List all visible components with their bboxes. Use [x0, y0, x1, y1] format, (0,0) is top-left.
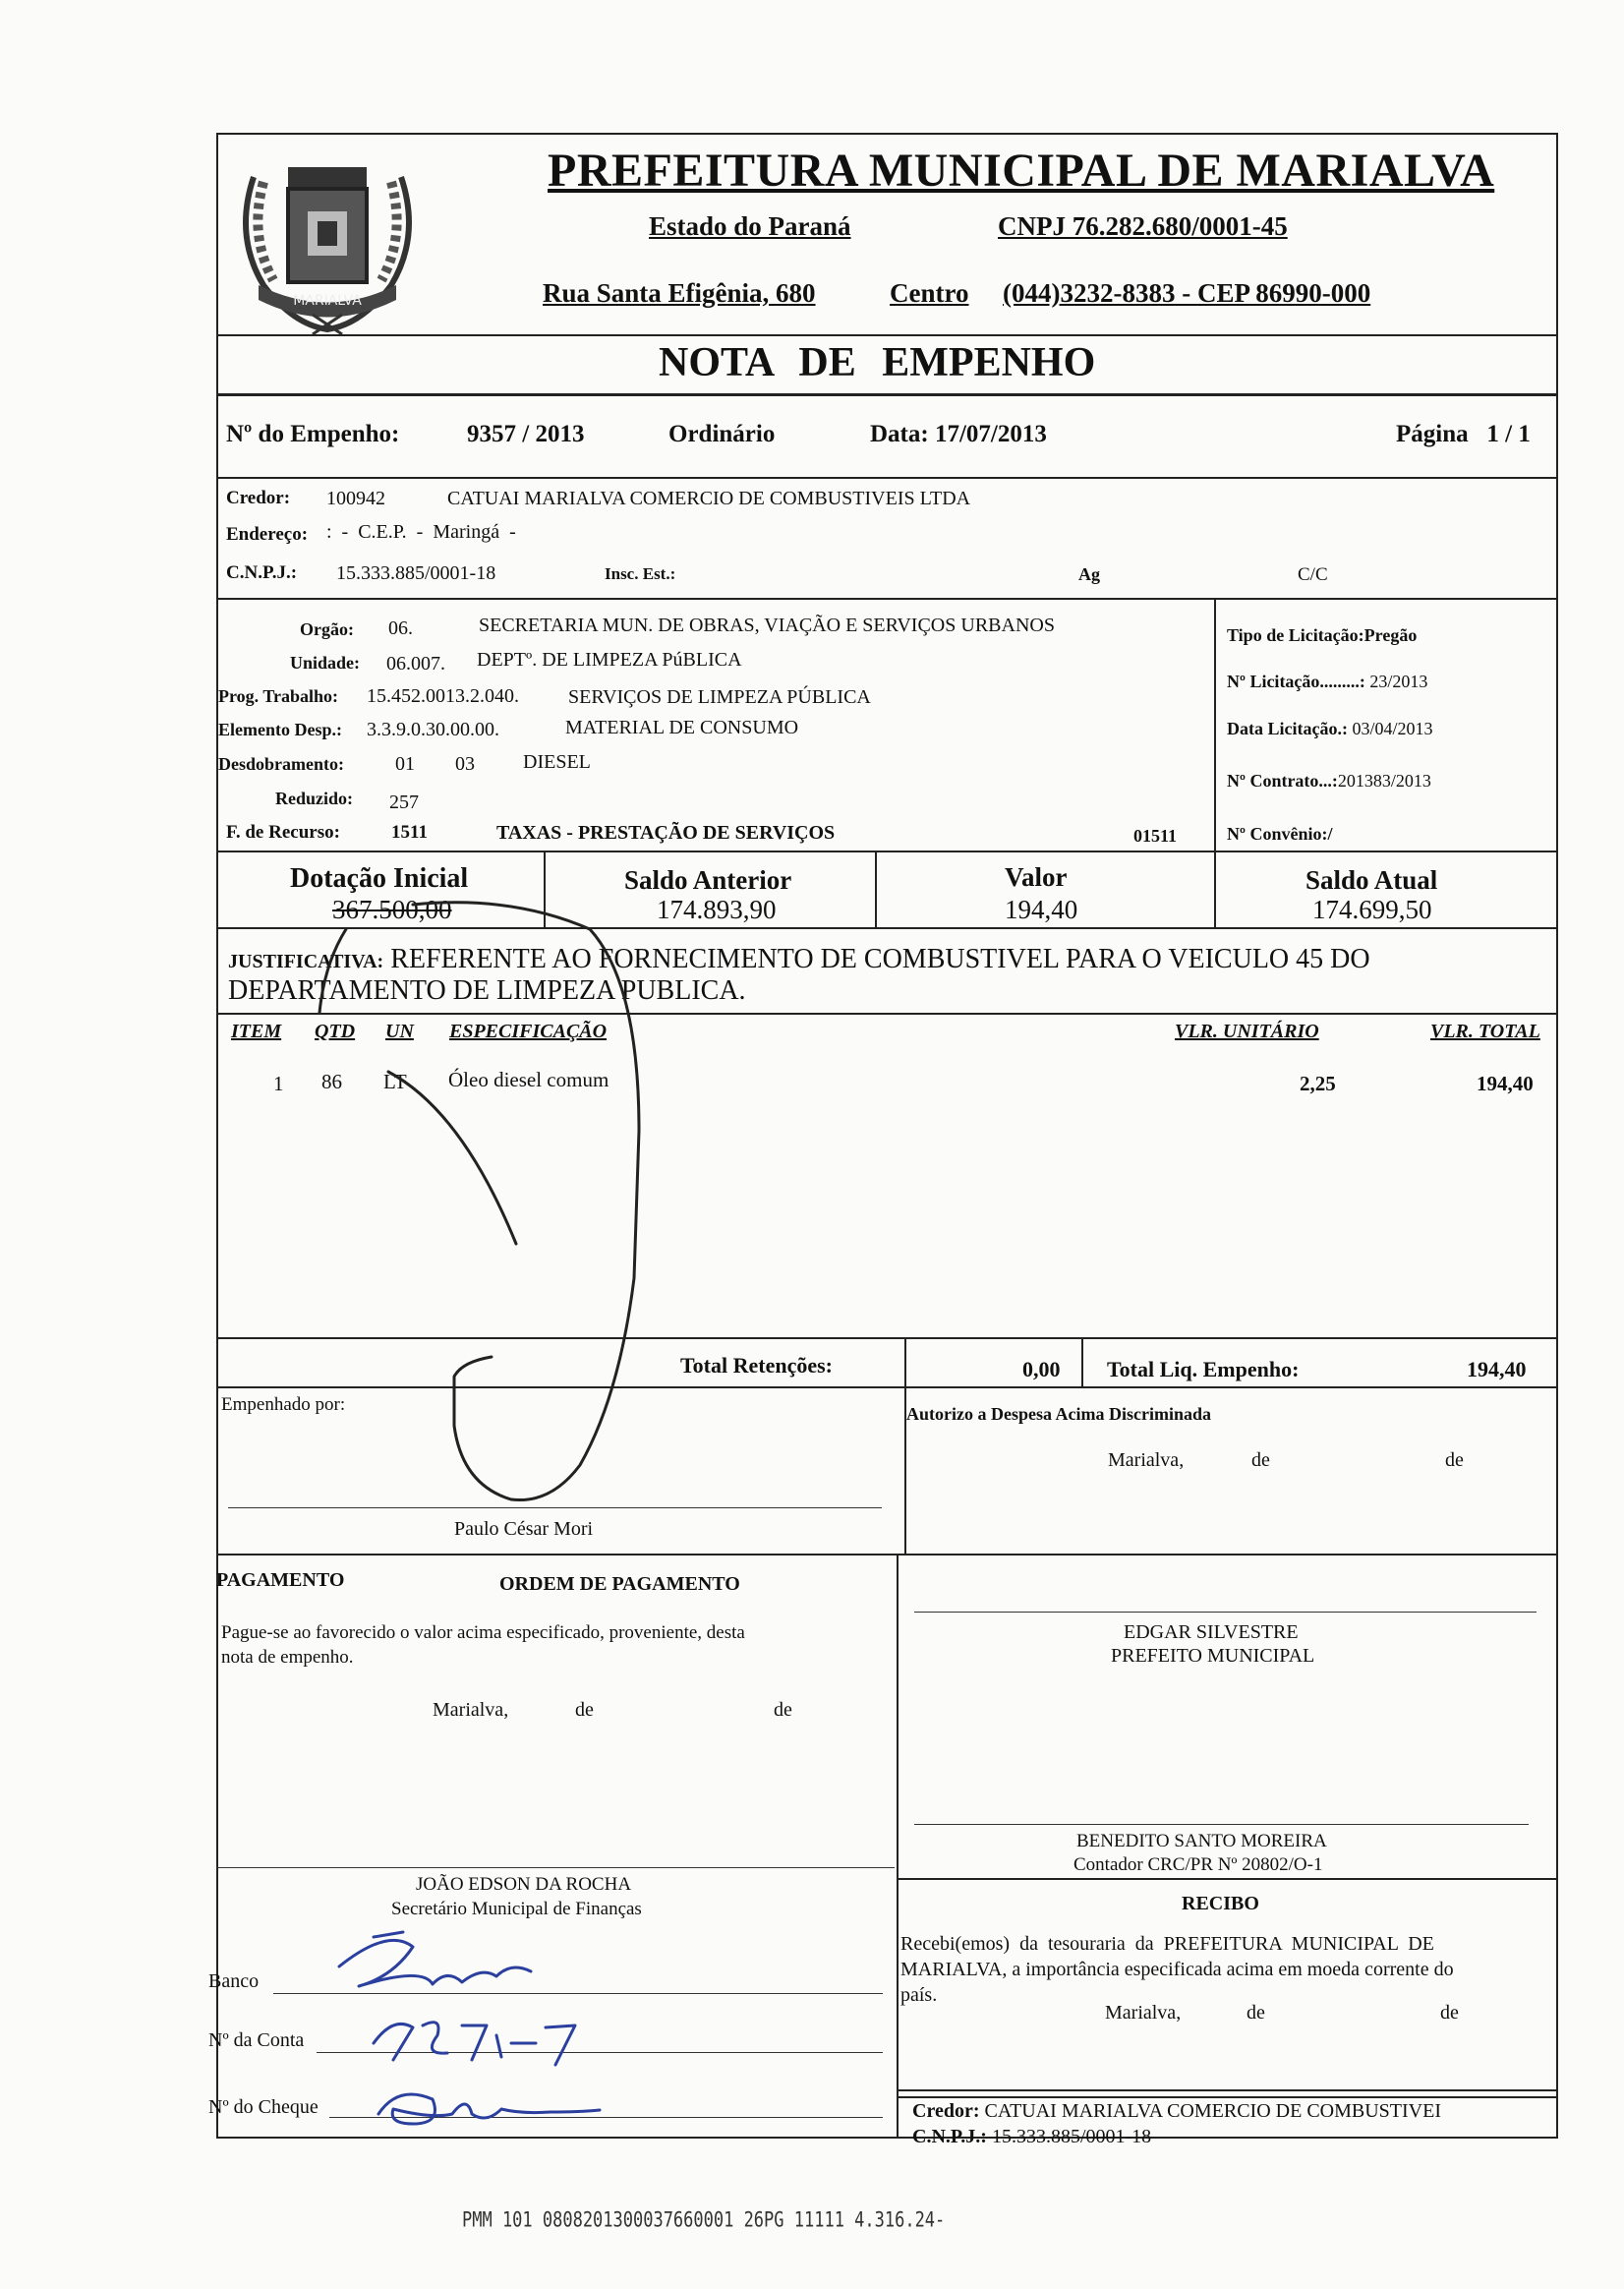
doc-title: NOTA DE EMPENHO: [659, 340, 1096, 385]
divider: [216, 1386, 1558, 1388]
divider: [1081, 1337, 1083, 1386]
divider: [216, 851, 1558, 852]
desdobramento-b: 03: [455, 753, 475, 775]
reduzido-label: Reduzido:: [275, 789, 354, 808]
valor-value: 194,40: [1005, 895, 1078, 924]
saldo-anterior-label: Saldo Anterior: [624, 865, 792, 895]
divider: [1214, 598, 1216, 851]
pagamento-label: PAGAMENTO: [216, 1569, 345, 1591]
desdobramento-desc: DIESEL: [523, 751, 591, 773]
empenho-label: Nº do Empenho:: [226, 421, 400, 447]
autorizo-cidade: Marialva,: [1108, 1449, 1185, 1471]
retencoes-value: 0,00: [1022, 1357, 1061, 1381]
convenio: Nº Convênio:/: [1227, 824, 1333, 844]
saldo-atual-value: 174.699,50: [1312, 895, 1432, 924]
row-espec: Óleo diesel comum: [448, 1068, 609, 1091]
recurso-code2: 01511: [1133, 826, 1178, 846]
licitacao-numero: [1227, 672, 1427, 692]
contrato-label: Nº Contrato...:: [1227, 771, 1338, 791]
address-text: Rua Santa Efigênia, 680: [543, 278, 816, 308]
justificativa-line1: REFERENTE AO FORNECIMENTO DE COMBUSTIVEL PARA O VEICULO 45 DO: [390, 944, 1370, 974]
dotacao-label: Dotação Inicial: [290, 863, 469, 894]
pagamento-de2: de: [774, 1699, 792, 1721]
prefeito-cargo: PREFEITO MUNICIPAL: [1111, 1645, 1315, 1667]
insc-label: Insc. Est.:: [605, 564, 676, 583]
pagamento-cidade: Marialva,: [433, 1699, 509, 1721]
ordem-pagamento: ORDEM DE PAGAMENTO: [499, 1573, 740, 1595]
empenhado-nome: Paulo César Mori: [454, 1518, 594, 1540]
credor-label: Credor:: [226, 488, 291, 508]
divider: [904, 1337, 906, 1386]
banco-line: [273, 1993, 883, 1994]
elemento-desc: MATERIAL DE CONSUMO: [565, 717, 799, 738]
prog-desc: SERVIÇOS DE LIMPEZA PÚBLICA: [568, 686, 871, 708]
prog-code: 15.452.0013.2.040.: [367, 685, 519, 707]
pagamento-texto2: nota de empenho.: [221, 1647, 354, 1668]
divider: [1214, 851, 1216, 927]
row-total: 194,40: [1477, 1072, 1534, 1095]
divider: [897, 2089, 1558, 2091]
recibo-line3: país.: [900, 1984, 938, 2006]
autorizo-de2: de: [1445, 1449, 1464, 1471]
prog-label: Prog. Trabalho:: [218, 686, 339, 706]
divider: [216, 1013, 1558, 1015]
ag-label: Ag: [1078, 564, 1100, 584]
licitacao-numero-label: Nº Licitação.........:: [1227, 672, 1370, 691]
divider: [216, 393, 1558, 396]
page-title: PREFEITURA MUNICIPAL DE MARIALVA: [548, 145, 1495, 197]
unidade-desc: DEPTº. DE LIMPEZA PúBLICA: [477, 649, 742, 671]
licitacao-data-label: Data Licitação.:: [1227, 719, 1353, 738]
cnpj-label: C.N.P.J.:: [226, 562, 298, 583]
row-unit: 2,25: [1300, 1072, 1336, 1095]
recibo-de1: de: [1247, 2002, 1265, 2024]
footer-code: PMM 101 0808201300037660001 26PG 11111 4.316.24-: [462, 2207, 946, 2233]
divider: [897, 1554, 899, 2139]
col-unit: VLR. UNITÁRIO: [1175, 1021, 1319, 1042]
empenhado-label: Empenhado por:: [221, 1394, 346, 1415]
recurso-code: 1511: [391, 822, 428, 843]
justificativa-label: JUSTIFICATIVA:: [228, 951, 384, 972]
retencoes-label: Total Retenções:: [680, 1353, 833, 1378]
licitacao-data: [1227, 719, 1432, 739]
recibo-title: RECIBO: [1182, 1893, 1259, 1914]
desdobramento-label: Desdobramento:: [218, 754, 344, 774]
saldo-anterior-value: 174.893,90: [657, 895, 777, 924]
divider: [216, 927, 1558, 929]
col-total: VLR. TOTAL: [1430, 1021, 1540, 1042]
orgao-desc: SECRETARIA MUN. DE OBRAS, VIAÇÃO E SERVIÇOS URBANOS: [479, 615, 1055, 636]
cheque-label: Nº do Cheque: [208, 2096, 319, 2118]
signature-line: [914, 1824, 1529, 1825]
desdobramento-a: 01: [395, 753, 415, 775]
pagamento-texto1: Pague-se ao favorecido o valor acima especificado, proveniente, desta: [221, 1622, 745, 1643]
saldo-atual-label: Saldo Atual: [1305, 865, 1438, 895]
col-item: ITEM: [231, 1021, 282, 1042]
prefeito-nome: EDGAR SILVESTRE: [1124, 1621, 1299, 1643]
estado-text: Estado do Paraná: [649, 211, 851, 241]
contador-nome: BENEDITO SANTO MOREIRA: [1076, 1831, 1327, 1851]
divider: [216, 1554, 1558, 1555]
row-un: LT: [383, 1070, 407, 1093]
elemento-label: Elemento Desp.:: [218, 720, 342, 739]
licitacao-numero-value: 23/2013: [1369, 672, 1428, 691]
divider: [897, 1878, 1558, 1880]
cnpj-text: CNPJ 76.282.680/0001-45: [998, 211, 1288, 241]
autorizo-label: Autorizo a Despesa Acima Discriminada: [906, 1404, 1211, 1424]
recibo-cnpj-value: 15.333.885/0001-18: [991, 2126, 1152, 2147]
divider: [216, 334, 1558, 336]
recibo-de2: de: [1440, 2002, 1459, 2024]
divider: [216, 477, 1558, 479]
recurso-desc: TAXAS - PRESTAÇÃO DE SERVIÇOS: [496, 822, 836, 844]
seal-text: MARIALVA: [293, 293, 362, 309]
city-seal: [234, 138, 421, 334]
signature-line: [914, 1612, 1537, 1613]
page-number: Página 1 / 1: [1396, 421, 1531, 447]
banco-label: Banco: [208, 1970, 260, 1992]
row-item: 1: [273, 1072, 284, 1095]
row-qtd: 86: [321, 1070, 342, 1093]
empenho-number: 9357 / 2013: [467, 421, 585, 447]
recibo-line2: MARIALVA, a importância especificada acima em moeda corrente do: [900, 1959, 1454, 1980]
unidade-label: Unidade:: [290, 653, 361, 673]
total-liq-label: Total Liq. Empenho:: [1107, 1357, 1300, 1381]
tipo-licitacao: Tipo de Licitação:Pregão: [1227, 625, 1418, 645]
justificativa: [228, 944, 1370, 975]
phone-cep-text: (044)3232-8383 - CEP 86990-000: [1003, 278, 1371, 308]
centro-text: Centro: [890, 278, 969, 308]
recibo-cnpj-label: C.N.P.J.:: [912, 2126, 987, 2147]
recibo-credor-value: CATUAI MARIALVA COMERCIO DE COMBUSTIVEI: [984, 2100, 1441, 2122]
justificativa-line2: DEPARTAMENTO DE LIMPEZA PUBLICA.: [228, 975, 746, 1006]
pagamento-de1: de: [575, 1699, 594, 1721]
credor-code: 100942: [326, 488, 385, 509]
orgao-label: Orgão:: [300, 619, 354, 639]
licitacao-data-value: 03/04/2013: [1352, 719, 1433, 738]
unidade-code: 06.007.: [386, 653, 445, 675]
secretario-cargo: Secretário Municipal de Finanças: [391, 1899, 642, 1919]
conta-label: Nº da Conta: [208, 2029, 305, 2051]
empenho-data: Data: 17/07/2013: [870, 421, 1047, 447]
divider: [897, 2096, 1558, 2098]
contrato-value: 201383/2013: [1337, 771, 1431, 791]
total-liq-value: 194,40: [1467, 1357, 1527, 1381]
contador-cargo: Contador CRC/PR Nº 20802/O-1: [1073, 1854, 1323, 1875]
cnpj-value: 15.333.885/0001-18: [336, 562, 496, 584]
signature-line: [216, 1867, 895, 1868]
empenho-tipo: Ordinário: [668, 421, 776, 447]
col-un: UN: [385, 1021, 414, 1042]
recibo-cnpj: [912, 2126, 1151, 2148]
recibo-line1: Recebi(emos) da tesouraria da PREFEITURA MUNICIPAL DE: [900, 1933, 1434, 1955]
recurso-label: F. de Recurso:: [226, 822, 340, 843]
recibo-credor-label: Credor:: [912, 2100, 980, 2122]
divider: [875, 851, 877, 927]
signature-line: [228, 1507, 882, 1508]
orgao-code: 06.: [388, 617, 413, 639]
endereco-label: Endereço:: [226, 524, 309, 545]
conta-line: [317, 2052, 883, 2053]
cc-label: C/C: [1298, 564, 1328, 585]
credor-name: CATUAI MARIALVA COMERCIO DE COMBUSTIVEIS LTDA: [447, 488, 971, 509]
col-espec: ESPECIFICAÇÃO: [449, 1021, 608, 1042]
recibo-cidade: Marialva,: [1105, 2002, 1182, 2024]
endereco-value: : - C.E.P. - Maringá -: [326, 521, 516, 543]
divider: [216, 598, 1558, 600]
cheque-line: [329, 2117, 883, 2118]
dotacao-value: 367.500,00: [332, 895, 452, 924]
autorizo-de1: de: [1251, 1449, 1270, 1471]
valor-label: Valor: [1005, 862, 1068, 892]
secretario-nome: JOÃO EDSON DA ROCHA: [416, 1874, 632, 1895]
elemento-code: 3.3.9.0.30.00.00.: [367, 719, 499, 740]
col-qtd: QTD: [315, 1021, 356, 1042]
reduzido-value: 257: [389, 792, 419, 813]
contrato: [1227, 771, 1431, 792]
divider: [544, 851, 546, 927]
recibo-credor: [912, 2100, 1441, 2123]
divider: [216, 1337, 1558, 1339]
